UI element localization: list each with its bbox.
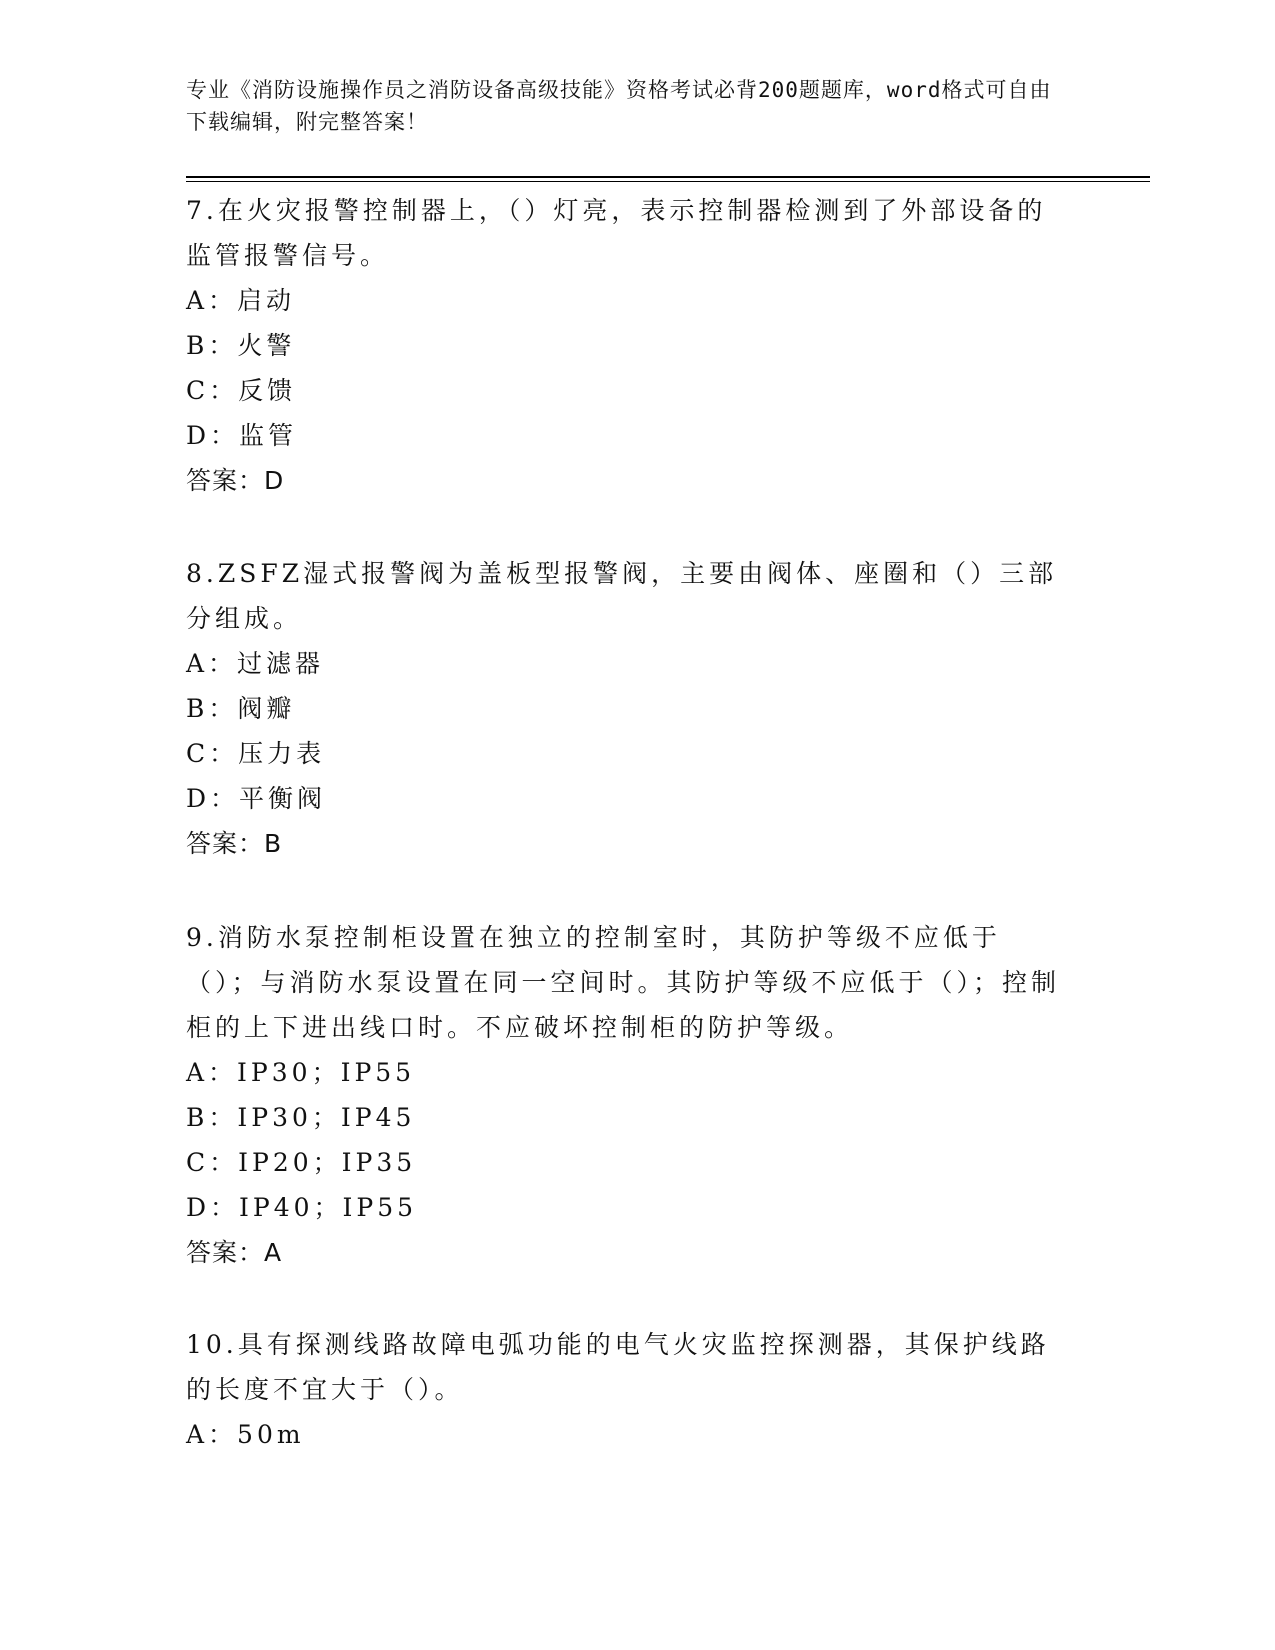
option-c: C：压力表 <box>186 739 326 768</box>
question-10 <box>186 1322 1066 1457</box>
answer: 答案：D <box>186 466 285 495</box>
header-divider-thin <box>186 181 1150 182</box>
option-d: D：监管 <box>186 421 298 450</box>
question-stem: 10.具有探测线路故障电弧功能的电气火灾监控探测器，其保护线路的长度不宜大于（）。 <box>186 1330 1050 1404</box>
option-b: B：阀瓣 <box>186 694 296 723</box>
option-a: A：50m <box>186 1420 305 1449</box>
option-a: A：过滤器 <box>186 649 325 678</box>
option-d: D：平衡阀 <box>186 784 327 813</box>
question-7 <box>186 188 1066 503</box>
question-8 <box>186 551 1066 866</box>
question-stem: 7.在火灾报警控制器上，（）灯亮，表示控制器检测到了外部设备的监管报警信号。 <box>186 196 1047 270</box>
option-b: B：火警 <box>186 331 296 360</box>
option-a: A：IP30；IP55 <box>186 1058 416 1087</box>
option-d: D：IP40；IP55 <box>186 1193 418 1222</box>
document-header: 专业《消防设施操作员之消防设备高级技能》资格考试必背200题题库，word格式可自由下载编辑，附完整答案！ <box>186 78 1052 134</box>
answer: 答案：B <box>186 829 283 858</box>
question-9 <box>186 915 1066 1275</box>
header-divider-thick <box>186 176 1150 178</box>
answer: 答案：A <box>186 1238 283 1267</box>
option-c: C：反馈 <box>186 376 297 405</box>
option-c: C：IP20；IP35 <box>186 1148 417 1177</box>
question-stem: 8.ZSFZ湿式报警阀为盖板型报警阀，主要由阀体、座圈和（）三部分组成。 <box>186 559 1058 633</box>
option-a: A：启动 <box>186 286 296 315</box>
option-b: B：IP30；IP45 <box>186 1103 416 1132</box>
question-stem: 9.消防水泵控制柜设置在独立的控制室时，其防护等级不应低于（）；与消防水泵设置在同一空间时。其防护等级不应低于（）；控制柜的上下进出线口时。不应破坏控制柜的防护等级。 <box>186 923 1061 1042</box>
